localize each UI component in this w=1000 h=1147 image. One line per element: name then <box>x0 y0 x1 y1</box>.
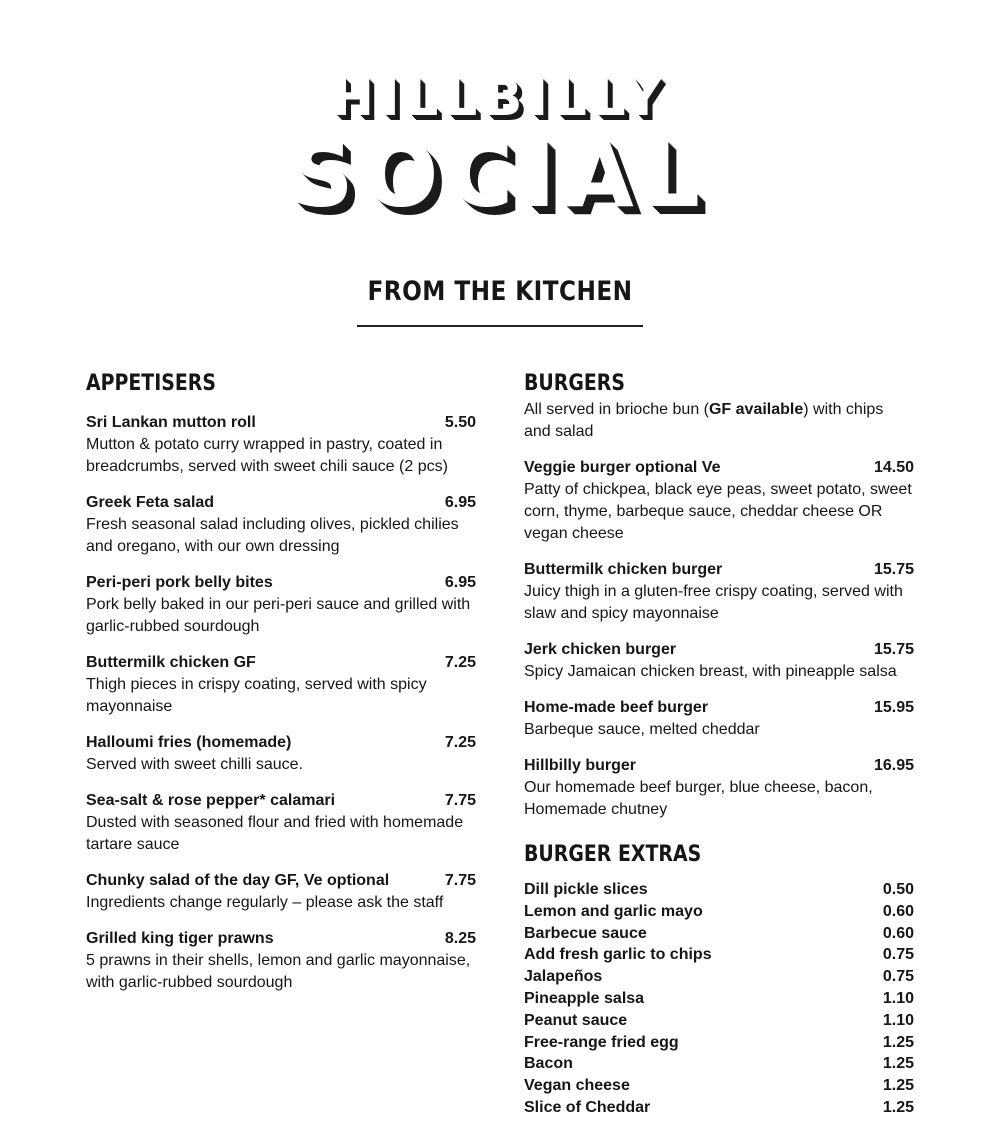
item-description: Dusted with seasoned flour and fried with homemade tartare sauce <box>86 814 464 853</box>
extra-item <box>524 944 914 966</box>
extra-price: 1.10 <box>882 1011 914 1029</box>
extra-item <box>524 1032 914 1054</box>
item-name: Grilled king tiger prawns <box>86 930 274 947</box>
item-name: Halloumi fries (homemade) <box>86 734 292 751</box>
item-price: 16.95 <box>873 757 914 774</box>
extras-list <box>524 879 914 1119</box>
extra-price: 1.25 <box>882 1077 914 1095</box>
item-price: 8.25 <box>444 930 476 947</box>
title-divider <box>357 325 643 327</box>
extra-name: Bacon <box>524 1055 573 1073</box>
item-description: Spicy Jamaican chicken breast, with pineapple salsa <box>524 663 897 680</box>
logo-social: SOCIAL <box>290 124 710 227</box>
extra-price: 0.50 <box>882 881 914 898</box>
menu-item <box>86 492 476 558</box>
item-name: Peri-peri pork belly bites <box>86 574 273 591</box>
item-name: Greek Feta salad <box>86 494 215 511</box>
burgers-title: BURGERS <box>524 371 626 396</box>
appetisers-title: APPETISERS <box>86 371 216 396</box>
extra-price: 1.25 <box>882 1055 914 1073</box>
item-description: Thigh pieces in crispy coating, served with spicy mayonnaise <box>86 676 427 715</box>
menu-item <box>524 755 914 821</box>
menu-item <box>524 697 914 741</box>
extra-price: 0.60 <box>882 924 914 942</box>
item-description: Juicy thigh in a gluten-free crispy coating, served with slaw and spicy mayonnaise <box>524 583 903 622</box>
item-price: 15.75 <box>873 561 914 578</box>
extra-name: Pineapple salsa <box>524 989 645 1007</box>
menu-item <box>524 457 914 545</box>
item-description: Served with sweet chilli sauce. <box>86 756 303 773</box>
extra-item <box>524 1097 914 1119</box>
intro-text: All served in brioche bun ( <box>524 401 709 418</box>
extra-item <box>524 879 914 901</box>
item-name: Buttermilk chicken burger <box>524 561 723 578</box>
extra-price: 1.25 <box>882 1033 914 1051</box>
item-description: Fresh seasonal salad including olives, pickled chilies and oregano, with our own dressing <box>86 516 459 555</box>
item-name: Jerk chicken burger <box>524 641 677 658</box>
extra-name: Barbecue sauce <box>524 924 647 942</box>
item-description: Ingredients change regularly – please ask the staff <box>86 894 444 911</box>
item-price: 6.95 <box>444 494 476 511</box>
menu-item <box>86 652 476 718</box>
intro-text: ) with chips and salad <box>524 401 884 440</box>
intro-highlight: GF available <box>708 401 804 418</box>
extra-price: 1.10 <box>882 989 914 1007</box>
item-name: Veggie burger optional Ve <box>524 459 721 476</box>
menu-item <box>86 928 476 994</box>
menu-item <box>86 732 476 776</box>
item-price: 7.75 <box>444 872 476 889</box>
item-name: Home-made beef burger <box>524 699 709 716</box>
extra-item <box>524 966 914 988</box>
logo-hillbilly: HILLBILLY <box>331 69 669 127</box>
page-title: FROM THE KITCHEN <box>367 276 633 307</box>
extra-price: 0.60 <box>882 902 914 920</box>
extra-name: Dill pickle slices <box>524 881 648 898</box>
extra-item <box>524 901 914 923</box>
item-price: 14.50 <box>873 459 914 476</box>
item-price: 7.25 <box>444 654 476 671</box>
logo <box>0 69 1000 227</box>
burgers-intro <box>524 399 914 443</box>
extra-price: 1.25 <box>882 1098 914 1116</box>
menu-item <box>86 572 476 638</box>
burgers-section <box>524 370 914 1119</box>
extra-item <box>524 988 914 1010</box>
item-price: 7.25 <box>444 734 476 751</box>
item-description: Barbeque sauce, melted cheddar <box>524 721 760 738</box>
item-price: 5.50 <box>444 414 476 431</box>
item-name: Sri Lankan mutton roll <box>86 414 256 431</box>
menu-item <box>86 870 476 914</box>
extra-name: Slice of Cheddar <box>524 1098 651 1116</box>
item-price: 6.95 <box>444 574 476 591</box>
item-name: Hillbilly burger <box>524 757 637 774</box>
extra-item <box>524 1075 914 1097</box>
item-name: Buttermilk chicken GF <box>86 654 256 671</box>
item-description: Pork belly baked in our peri-peri sauce and grilled with garlic-rubbed sourdough <box>86 596 471 635</box>
item-description: Patty of chickpea, black eye peas, sweet potato, sweet corn, thyme, barbeque sauce, cheddar cheese OR vegan cheese <box>524 481 912 542</box>
extra-name: Jalapeños <box>524 968 603 986</box>
item-price: 7.75 <box>444 792 476 809</box>
menu-item <box>86 412 476 478</box>
extra-price: 0.75 <box>882 968 914 986</box>
item-description: Mutton & potato curry wrapped in pastry, coated in breadcrumbs, served with sweet chili sauce (2 pcs) <box>86 436 448 475</box>
item-description: 5 prawns in their shells, lemon and garlic mayonnaise, with garlic-rubbed sourdough <box>86 952 471 991</box>
extra-price: 0.75 <box>882 946 914 964</box>
extra-item <box>524 1053 914 1075</box>
item-price: 15.95 <box>873 699 914 716</box>
item-name: Sea-salt & rose pepper* calamari <box>86 792 336 809</box>
extra-item <box>524 1010 914 1032</box>
item-price: 15.75 <box>873 641 914 658</box>
appetisers-section <box>86 370 476 994</box>
extra-name: Add fresh garlic to chips <box>524 946 712 964</box>
extra-item <box>524 923 914 945</box>
menu-item <box>524 639 914 683</box>
item-description: Our homemade beef burger, blue cheese, bacon, Homemade chutney <box>524 779 873 818</box>
menu-item <box>524 559 914 625</box>
extra-name: Free-range fried egg <box>524 1033 679 1051</box>
extra-name: Vegan cheese <box>524 1077 630 1095</box>
extra-name: Lemon and garlic mayo <box>524 902 703 920</box>
menu-item <box>86 790 476 856</box>
extras-title: BURGER EXTRAS <box>524 842 702 867</box>
item-name: Chunky salad of the day GF, Ve optional <box>86 872 390 889</box>
extra-name: Peanut sauce <box>524 1011 628 1029</box>
